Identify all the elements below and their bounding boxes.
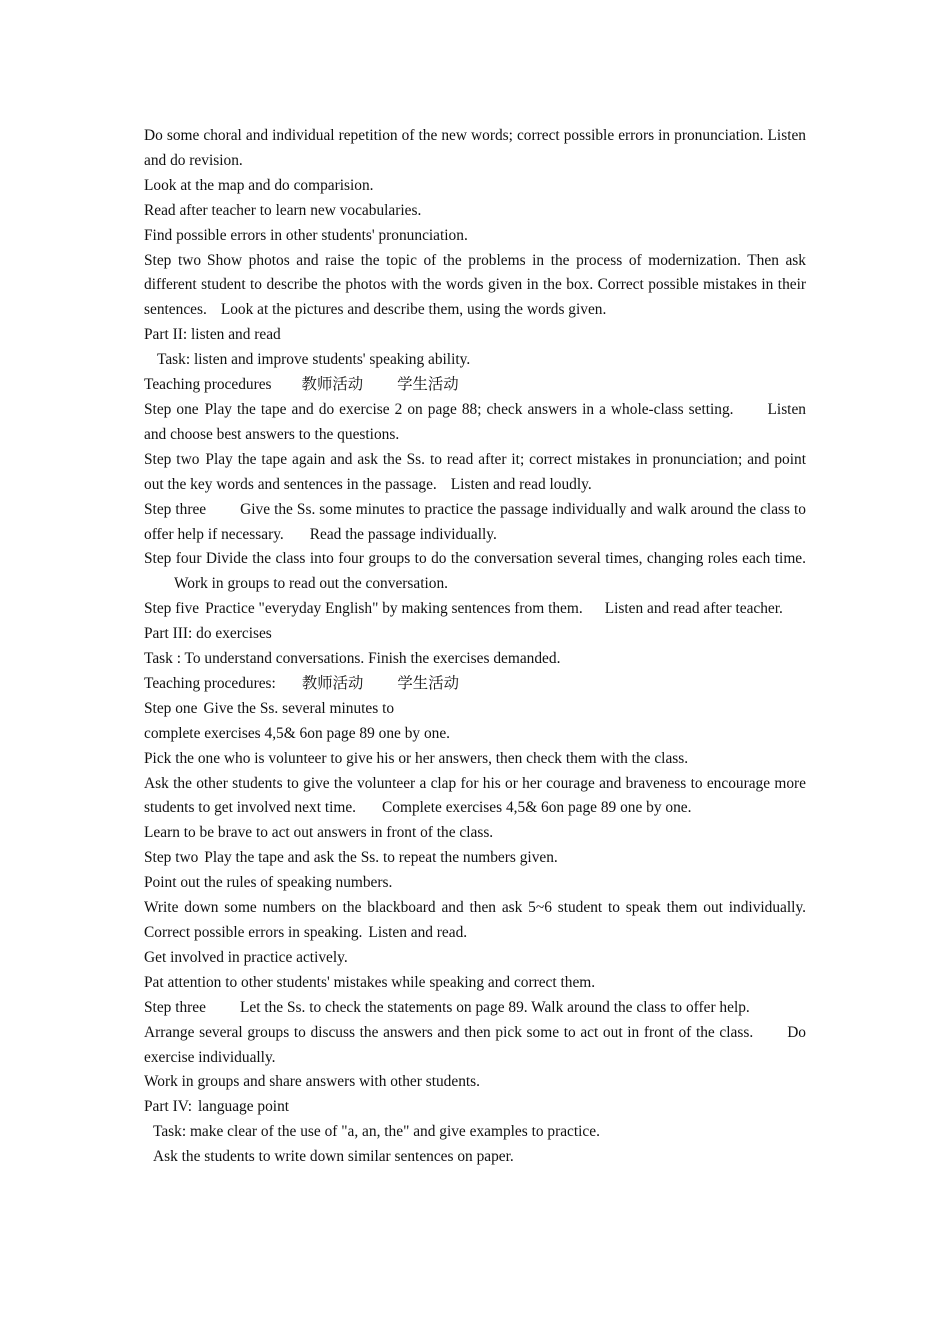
section-heading [144, 622, 806, 647]
text: Practice "everyday English" by making sentences from them. [205, 600, 583, 618]
paragraph [144, 124, 806, 174]
text: Pick the one who is volunteer to give his or her answers, then check them with the class. [144, 749, 689, 767]
text: Part IV: [144, 1098, 193, 1116]
text: Divide the class into four groups to do the conversation several times, changing roles each time. [205, 550, 806, 568]
paragraph [144, 199, 806, 224]
paragraph [144, 1070, 806, 1095]
paragraph [144, 1120, 806, 1145]
text: Play the tape and do exercise 2 on page 88; check answers in a whole-class setting. [204, 400, 734, 418]
text: Pat attention to other students' mistakes while speaking and correct them. [144, 973, 596, 991]
step-label: Step two [144, 849, 199, 867]
paragraph [144, 896, 806, 946]
paragraph [144, 398, 806, 448]
paragraph [144, 647, 806, 672]
paragraph [144, 697, 806, 722]
text: Show photos and raise the topic of the problems in the process of modernization. Then ask different student to describe the photos with the words given in the box. Correct possible mistakes in their sentences. [144, 251, 806, 319]
text: Complete exercises 4,5& 6on page 89 one by one. [382, 799, 692, 817]
step-label: Step four [144, 550, 202, 568]
text: Do exercise individually. [144, 1023, 806, 1066]
paragraph [144, 772, 806, 822]
paragraph [144, 871, 806, 896]
text: Learn to be brave to act out answers in front of the class. [144, 824, 494, 842]
text: Ask the students to write down similar sentences on paper. [153, 1148, 514, 1166]
paragraph [144, 249, 806, 324]
paragraph [144, 672, 806, 697]
text: Give the Ss. several minutes to [203, 699, 395, 717]
paragraph [144, 821, 806, 846]
text: complete exercises 4,5& 6on page 89 one by one. [144, 724, 451, 742]
text: Teaching procedures: [144, 674, 276, 692]
paragraph [144, 597, 806, 622]
text: Give the Ss. some minutes to practice the passage individually and walk around the class to offer help if necessary. [144, 500, 806, 543]
text: Do some choral and individual repetition of the new words; correct possible errors in pronunciation. Listen and do revision. [144, 127, 806, 169]
paragraph [144, 547, 806, 597]
section-heading [144, 1095, 806, 1120]
text: Read after teacher to learn new vocabularies. [144, 201, 422, 219]
step-label: Step one [144, 699, 198, 717]
text: Task: make clear of the use of "a, an, the" and give examples to practice. [153, 1123, 600, 1141]
step-label: Step three [144, 500, 207, 518]
paragraph [144, 448, 806, 498]
text: Point out the rules of speaking numbers. [144, 874, 393, 892]
text: Play the tape and ask the Ss. to repeat the numbers given. [204, 849, 558, 867]
text: Read the passage individually. [309, 525, 497, 543]
paragraph [144, 174, 806, 199]
text: Look at the pictures and describe them, using the words given. [220, 301, 607, 319]
section-heading [144, 323, 806, 348]
document-page [144, 124, 806, 1170]
step-label: Step two [144, 450, 200, 468]
text: Part II: listen and read [144, 326, 281, 344]
text: Task: listen and improve students' speaking ability. [157, 351, 471, 369]
text: Get involved in practice actively. [144, 948, 348, 966]
paragraph [144, 348, 806, 373]
text: Ask the other students to give the volunteer a clap for his or her courage and braveness to encourage more students to get involved next time. [144, 774, 806, 817]
text: Teaching procedures [144, 376, 272, 394]
paragraph [144, 996, 806, 1021]
text: Listen and read. [368, 924, 468, 941]
paragraph [144, 224, 806, 249]
text: 学生活动 [397, 376, 459, 394]
text: Listen and read after teacher. [604, 600, 783, 618]
text: Let the Ss. to check the statements on page 89. Walk around the class to offer help. [239, 998, 750, 1016]
step-label: Step three [144, 998, 206, 1016]
step-label: Step two [144, 251, 202, 269]
text: Find possible errors in other students' pronunciation. [144, 226, 468, 244]
paragraph [144, 1021, 806, 1071]
paragraph [144, 1145, 806, 1170]
text: Listen and choose best answers to the questions. [144, 400, 806, 443]
paragraph [144, 747, 806, 772]
text: Part III: do exercises [144, 625, 272, 643]
step-label: Step five [144, 600, 200, 618]
text: Write down some numbers on the blackboard and then ask 5~6 student to speak them out individually. Correct possible errors in speaking. [144, 899, 806, 941]
paragraph [144, 971, 806, 996]
text: Look at the map and do comparision. [144, 176, 374, 194]
paragraph [144, 722, 806, 747]
text: Listen and read loudly. [450, 475, 592, 493]
text: 教师活动 [301, 376, 364, 394]
text: 教师活动 [301, 674, 364, 692]
paragraph [144, 946, 806, 971]
text: Work in groups and share answers with other students. [144, 1073, 481, 1091]
paragraph [144, 498, 806, 548]
text: Play the tape again and ask the Ss. to read after it; correct mistakes in pronunciation; and point out the key words and sentences in the passage. [144, 450, 807, 493]
text: Task : To understand conversations. Finish the exercises demanded. [144, 650, 561, 668]
text: Arrange several groups to discuss the answers and then pick some to act out in front of the class. [144, 1023, 754, 1041]
paragraph [144, 373, 806, 398]
step-label: Step one [144, 400, 199, 418]
text: 学生活动 [397, 674, 459, 692]
paragraph [144, 846, 806, 871]
text: language point [198, 1098, 290, 1116]
text: Work in groups to read out the conversation. [174, 575, 449, 593]
